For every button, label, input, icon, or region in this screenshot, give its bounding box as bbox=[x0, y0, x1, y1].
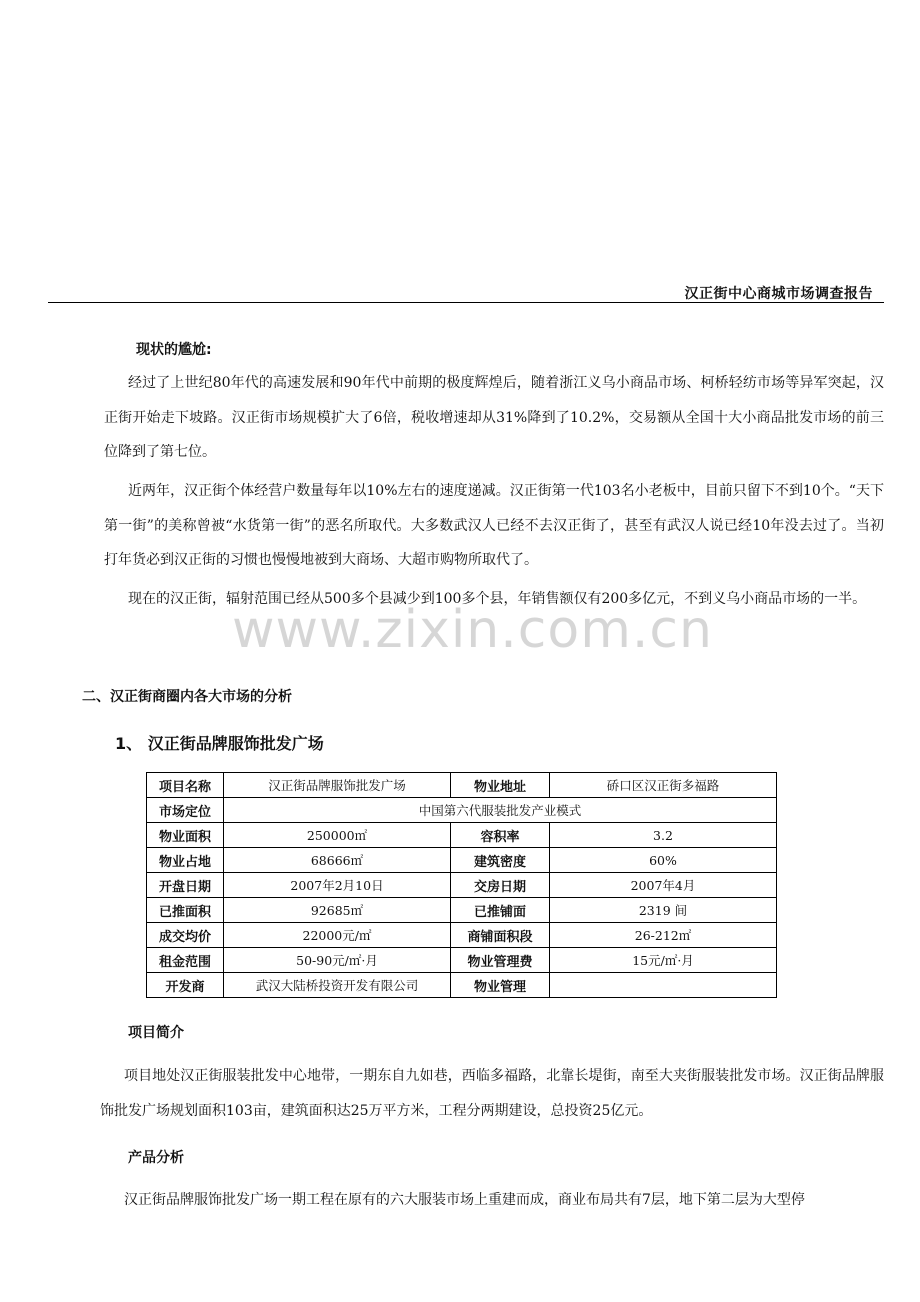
status-heading: 现状的尴尬: bbox=[136, 342, 212, 358]
table-label: 物业管理 bbox=[451, 973, 550, 998]
subsection-heading: 1、 汉正街品牌服饰批发广场 bbox=[115, 734, 324, 753]
table-label: 租金范围 bbox=[147, 948, 224, 973]
table-row bbox=[147, 973, 777, 998]
table-value bbox=[550, 973, 777, 998]
status-paragraph-2: 近两年，汉正街个体经营户数量每年以10%左右的速度递减。汉正街第一代103名小老板中，目前只留下不到10个。“天下第一街”的美称曾被“水货第一街”的恶名所取代。大多数武汉人已经不去汉正街了，甚至有武汉人说已经10年没去过了。当初打年货必到汉正街的习惯也慢慢地被到大商场、大超市购物所取代了。 bbox=[104, 483, 884, 568]
project-intro-heading: 项目简介 bbox=[128, 1025, 184, 1041]
table-label: 物业占地 bbox=[147, 848, 224, 873]
table-value: 26-212㎡ bbox=[550, 923, 777, 948]
table-label: 开发商 bbox=[147, 973, 224, 998]
table-label: 成交均价 bbox=[147, 923, 224, 948]
table-label: 交房日期 bbox=[451, 873, 550, 898]
table-value: 硚口区汉正街多福路 bbox=[550, 773, 777, 798]
table-value: 68666㎡ bbox=[224, 848, 451, 873]
table-value: 92685㎡ bbox=[224, 898, 451, 923]
status-paragraph-1: 经过了上世纪80年代的高速发展和90年代中前期的极度辉煌后，随着浙江义乌小商品市场、柯桥轻纺市场等异军突起，汉正街开始走下坡路。汉正街市场规模扩大了6倍，税收增速却从31%降到了10.2%，交易额从全国十大小商品批发市场的前三位降到了第七位。 bbox=[104, 375, 884, 460]
table-label: 物业面积 bbox=[147, 823, 224, 848]
table-label: 已推铺面 bbox=[451, 898, 550, 923]
table-value: 武汉大陆桥投资开发有限公司 bbox=[224, 973, 451, 998]
section-heading: 二、汉正街商圈内各大市场的分析 bbox=[82, 689, 292, 705]
project-info-table bbox=[146, 772, 777, 998]
table-label: 物业地址 bbox=[451, 773, 550, 798]
table-row bbox=[147, 948, 777, 973]
table-value: 50-90元/㎡·月 bbox=[224, 948, 451, 973]
status-paragraph-3: 现在的汉正街，辐射范围已经从500多个县减少到100多个县，年销售额仅有200多亿元，不到义乌小商品市场的一半。 bbox=[128, 591, 867, 607]
table-value: 2007年2月10日 bbox=[224, 873, 451, 898]
table-label: 已推面积 bbox=[147, 898, 224, 923]
project-intro-text: 项目地处汉正街服装批发中心地带，一期东自九如巷，西临多福路，北靠长堤街，南至大夹街服装批发市场。汉正街品牌服饰批发广场规划面积103亩，建筑面积达25万平方米，工程分两期建设，总投资25亿元。 bbox=[100, 1068, 884, 1119]
header-rule bbox=[48, 302, 884, 303]
table-row bbox=[147, 798, 777, 823]
table-value: 2319 间 bbox=[550, 898, 777, 923]
table-row bbox=[147, 773, 777, 798]
watermark: www.zixin.com.cn bbox=[232, 600, 713, 660]
table-value: 22000元/㎡ bbox=[224, 923, 451, 948]
table-label: 开盘日期 bbox=[147, 873, 224, 898]
table-row bbox=[147, 823, 777, 848]
table-value: 15元/㎡·月 bbox=[550, 948, 777, 973]
table-label: 建筑密度 bbox=[451, 848, 550, 873]
table-label: 商铺面积段 bbox=[451, 923, 550, 948]
table-value: 250000㎡ bbox=[224, 823, 451, 848]
table-label: 项目名称 bbox=[147, 773, 224, 798]
table-row bbox=[147, 923, 777, 948]
product-analysis-heading: 产品分析 bbox=[128, 1150, 184, 1166]
table-value: 汉正街品牌服饰批发广场 bbox=[224, 773, 451, 798]
table-value: 3.2 bbox=[550, 823, 777, 848]
table-value: 中国第六代服装批发产业模式 bbox=[224, 798, 777, 823]
report-title: 汉正街中心商城市场调查报告 bbox=[684, 286, 873, 302]
table-label: 市场定位 bbox=[147, 798, 224, 823]
table-row bbox=[147, 848, 777, 873]
table-row bbox=[147, 898, 777, 923]
table-label: 容积率 bbox=[451, 823, 550, 848]
table-row bbox=[147, 873, 777, 898]
table-value: 60% bbox=[550, 848, 777, 873]
table-label: 物业管理费 bbox=[451, 948, 550, 973]
table-value: 2007年4月 bbox=[550, 873, 777, 898]
product-analysis-text: 汉正街品牌服饰批发广场一期工程在原有的六大服装市场上重建而成，商业布局共有7层，地下第二层为大型停 bbox=[124, 1192, 805, 1208]
